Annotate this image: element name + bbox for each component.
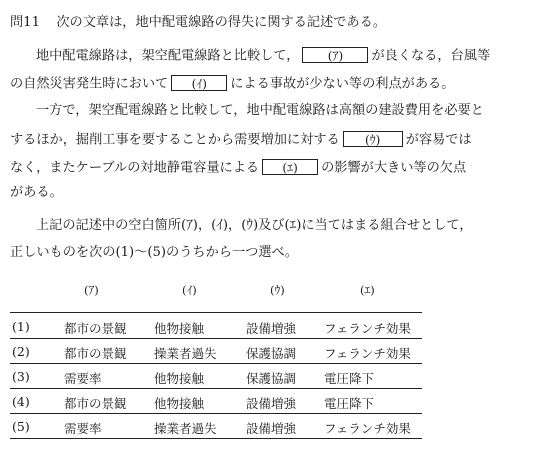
blank-e: (ｴ) bbox=[262, 159, 318, 175]
text-segment: による事故が少ない等の利点がある。 bbox=[230, 76, 455, 92]
question-intro: 次の文章は，地中配電線路の得失に関する記述である。 bbox=[56, 15, 387, 30]
cell-e: 電圧降下 bbox=[324, 396, 375, 411]
table-row[interactable] bbox=[10, 388, 422, 414]
question-number: 問11 bbox=[10, 15, 40, 30]
table-row[interactable] bbox=[10, 338, 422, 364]
cell-e: フェランチ効果 bbox=[324, 346, 411, 361]
cell-i: 他物接触 bbox=[154, 371, 205, 386]
text-segment: の自然災害発生時において bbox=[10, 76, 169, 92]
cell-e: フェランチ効果 bbox=[324, 421, 411, 436]
choice-number: (5) bbox=[12, 419, 30, 434]
text-segment: の影響が大きい等の欠点 bbox=[321, 160, 467, 176]
paragraph2-line4: がある。 bbox=[10, 185, 63, 200]
blank-u: (ｳ) bbox=[343, 131, 403, 147]
paragraph2-line1: 一方で，架空配電線路と比較して，地中配電線路は高額の建設費用を必要と bbox=[36, 103, 484, 118]
choice-number: (1) bbox=[12, 319, 30, 334]
cell-u: 設備増強 bbox=[246, 321, 297, 336]
table-row[interactable] bbox=[10, 413, 422, 439]
paragraph2-line2 bbox=[10, 132, 472, 148]
cell-u: 設備増強 bbox=[246, 396, 297, 411]
header-a: (ｱ) bbox=[84, 283, 99, 297]
question-heading bbox=[10, 16, 386, 29]
blank-a: (ｱ) bbox=[302, 47, 368, 63]
table-row[interactable] bbox=[10, 313, 422, 339]
blank-i: (ｲ) bbox=[171, 75, 227, 91]
cell-i: 他物接触 bbox=[154, 396, 205, 411]
header-u: (ｳ) bbox=[270, 283, 285, 297]
cell-i: 操業者過失 bbox=[154, 346, 217, 361]
table-row[interactable] bbox=[10, 363, 422, 389]
cell-a: 需要率 bbox=[64, 421, 102, 436]
choice-number: (2) bbox=[12, 344, 30, 359]
cell-a: 都市の景観 bbox=[64, 346, 127, 361]
cell-u: 保護協調 bbox=[246, 371, 297, 386]
text-segment: が良くなる，台風等 bbox=[371, 48, 491, 64]
cell-a: 都市の景観 bbox=[64, 396, 127, 411]
cell-e: フェランチ効果 bbox=[324, 321, 411, 336]
cell-u: 設備増強 bbox=[246, 421, 297, 436]
cell-u: 保護協調 bbox=[246, 346, 297, 361]
text-segment: 地中配電線路は，架空配電線路と比較して， bbox=[36, 48, 300, 64]
instruction-line2: 正しいものを次の(1)～(5)のうちから一つ選べ。 bbox=[10, 245, 298, 260]
header-i: (ｲ) bbox=[182, 283, 197, 297]
cell-a: 需要率 bbox=[64, 371, 102, 386]
header-e: (ｴ) bbox=[360, 283, 375, 297]
cell-i: 他物接触 bbox=[154, 321, 205, 336]
paragraph1-line1 bbox=[36, 48, 490, 64]
cell-i: 操業者過失 bbox=[154, 421, 217, 436]
paragraph2-line3 bbox=[10, 160, 466, 176]
choice-number: (3) bbox=[12, 369, 30, 384]
cell-a: 都市の景観 bbox=[64, 321, 127, 336]
cell-e: 電圧降下 bbox=[324, 371, 375, 386]
text-segment: なく，またケーブルの対地静電容量による bbox=[10, 160, 260, 176]
text-segment: が容易では bbox=[405, 132, 472, 148]
text-segment: するほか，掘削工事を要することから需要増加に対する bbox=[10, 132, 340, 148]
choice-number: (4) bbox=[12, 394, 30, 409]
instruction-line1: 上記の記述中の空白箇所(ｱ)，(ｲ)，(ｳ)及び(ｴ)に当てはまる組合せとして， bbox=[36, 218, 473, 233]
paragraph1-line2 bbox=[10, 76, 454, 92]
